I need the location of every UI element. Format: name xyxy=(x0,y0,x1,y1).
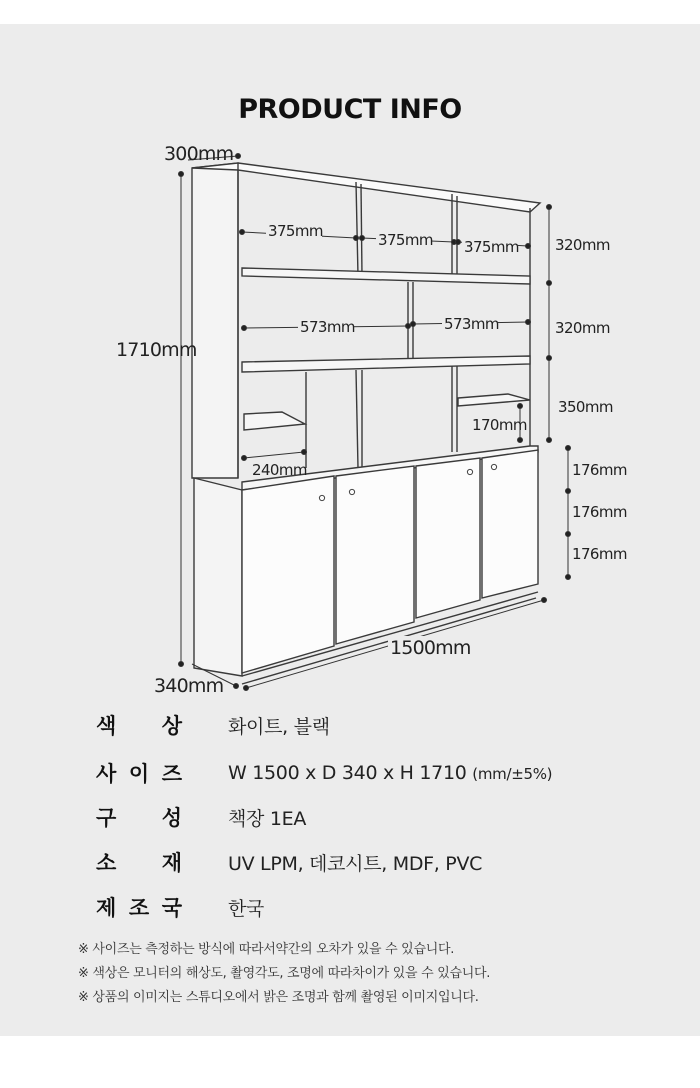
spec-size-value-suffix: (mm/±5%) xyxy=(472,765,553,783)
spec-origin-label xyxy=(96,892,228,922)
spec-size-row xyxy=(96,756,552,790)
note-color: ※ 색상은 모니터의 해상도, 촬영각도, 조명에 따라차이가 있을 수 있습니다. xyxy=(78,966,491,981)
spec-composition-label xyxy=(96,802,228,832)
spec-composition-value-text: 책장 1EA xyxy=(228,807,307,830)
dim-cabinet-height-1: 176mm xyxy=(572,461,627,479)
spec-origin-value-text: 한국 xyxy=(228,897,265,920)
dim-width-total: 1500mm xyxy=(390,637,471,659)
dim-shelf-height-1: 320mm xyxy=(555,236,610,254)
spec-color-value xyxy=(228,712,330,739)
spec-origin-label-char: 조 xyxy=(128,896,150,920)
dim-depth-bottom: 340mm xyxy=(154,675,224,697)
spec-color-value-text: 화이트, 블랙 xyxy=(228,715,330,738)
spec-size-value-text: W 1500 x D 340 x H 1710 xyxy=(228,762,473,784)
spec-composition-label-char: 구 xyxy=(96,806,117,830)
spec-composition-row xyxy=(96,800,306,834)
dim-middle-cell-1: 573mm xyxy=(300,318,355,336)
spec-material-label-char: 재 xyxy=(161,851,182,875)
dim-cabinet-height-3: 176mm xyxy=(572,545,627,563)
spec-material-label-char: 소 xyxy=(96,851,117,875)
spec-size-label-char: 즈 xyxy=(161,762,182,786)
spec-color-label xyxy=(96,710,228,740)
dim-height-total: 1710mm xyxy=(116,339,197,361)
spec-material-row xyxy=(96,845,482,879)
spec-composition-label-char: 성 xyxy=(161,806,182,830)
spec-material-label xyxy=(96,847,228,877)
note-image: ※ 상품의 이미지는 스튜디오에서 밝은 조명과 함께 촬영된 이미지입니다. xyxy=(78,990,479,1005)
dim-top-cell-3: 375mm xyxy=(464,238,519,256)
spec-size-label-char: 이 xyxy=(128,762,150,786)
dim-shelf-height-2: 320mm xyxy=(555,319,610,337)
dim-shelf-height-3: 350mm xyxy=(558,398,613,416)
notes xyxy=(78,938,490,1010)
spec-size-label xyxy=(96,758,228,788)
dim-small-shelf-height: 170mm xyxy=(472,416,527,434)
spec-color-label-char: 색 xyxy=(96,714,117,738)
spec-material-value-text: UV LPM, 데코시트, MDF, PVC xyxy=(228,852,483,875)
dim-middle-cell-2: 573mm xyxy=(444,315,499,333)
spec-color-row xyxy=(96,708,330,742)
page-title: PRODUCT INFO xyxy=(238,94,462,125)
dim-cabinet-height-2: 176mm xyxy=(572,503,627,521)
dim-depth-top: 300mm xyxy=(164,143,234,165)
spec-origin-value xyxy=(228,894,264,921)
spec-composition-value xyxy=(228,804,306,831)
spec-origin-row xyxy=(96,890,264,924)
spec-color-label-char: 상 xyxy=(161,714,182,738)
dim-top-cell-2: 375mm xyxy=(378,231,433,249)
dim-small-shelf-width: 240mm xyxy=(252,461,307,479)
spec-size-value xyxy=(228,762,552,784)
spec-size-label-char: 사 xyxy=(96,762,117,786)
spec-origin-label-char: 제 xyxy=(96,896,117,920)
dim-top-cell-1: 375mm xyxy=(268,222,323,240)
spec-material-value xyxy=(228,849,482,876)
note-size: ※ 사이즈는 측정하는 방식에 따라서약간의 오차가 있을 수 있습니다. xyxy=(78,942,455,957)
spec-origin-label-char: 국 xyxy=(161,896,182,920)
